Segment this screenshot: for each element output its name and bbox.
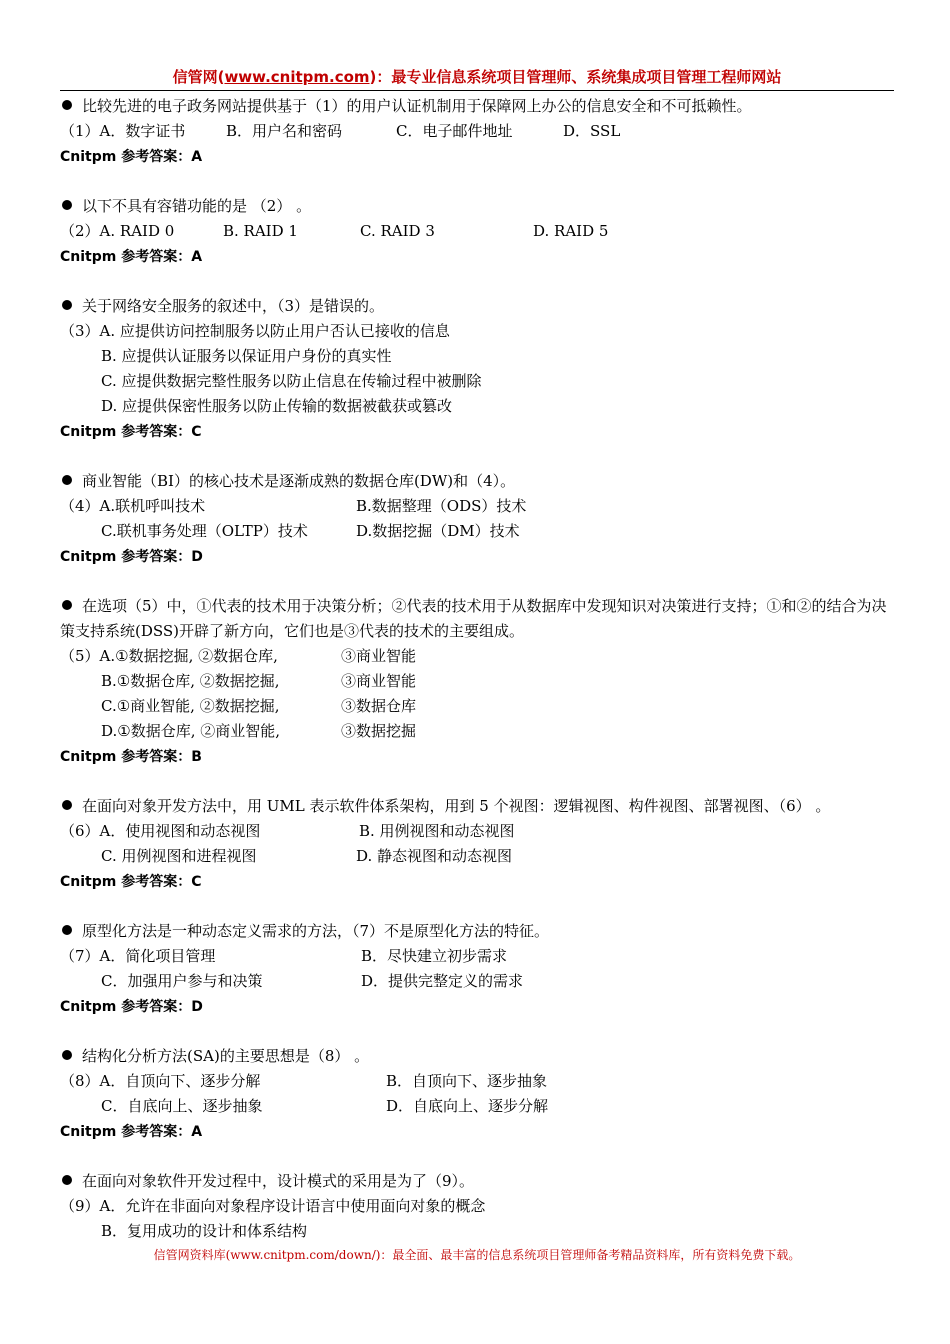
option-a-third: ③商业智能 [341, 647, 417, 665]
option-a: （8）A．自顶向下、逐步分解 [60, 1072, 261, 1090]
option-c-third: ③数据仓库 [341, 697, 417, 715]
option-d: D．提供完整定义的需求 [361, 972, 524, 990]
question-stem: 在选项（5）中，①代表的技术用于决策分析；②代表的技术用于从数据库中发现知识对决策进行支持；①和②的结合为决策支持系统(DSS)开辟了新方向，它们也是③代表的技术的主要组成。 [60, 597, 887, 640]
bullet-icon [62, 1175, 72, 1185]
option-b: B. RAID 1 [223, 222, 298, 240]
option-d: D．自底向上、逐步分解 [386, 1097, 549, 1115]
option-d-third: ③数据挖掘 [341, 722, 417, 740]
bullet-icon [62, 600, 72, 610]
option-b: B．自顶向下、逐步抽象 [386, 1072, 548, 1090]
page-header [60, 66, 894, 87]
option-b: B.数据整理（ODS）技术 [356, 497, 527, 515]
question-6 [60, 794, 900, 894]
option-b: B. 应提供认证服务以保证用户身份的真实性 [101, 347, 392, 365]
answer-line: Cnitpm 参考答案：C [60, 874, 202, 890]
option-a: （5）A.①数据挖掘, ②数据仓库, [60, 647, 278, 665]
question-stem: 以下不具有容错功能的是 （2） 。 [82, 197, 312, 215]
question-stem: 关于网络安全服务的叙述中，（3）是错误的。 [82, 297, 385, 315]
option-a: （1）A．数字证书 [60, 122, 186, 140]
question-8 [60, 1044, 900, 1144]
question-stem: 在面向对象软件开发过程中，设计模式的采用是为了（9）。 [82, 1172, 475, 1190]
answer-line: Cnitpm 参考答案：C [60, 424, 202, 440]
question-2 [60, 194, 900, 269]
option-a: （7）A．简化项目管理 [60, 947, 216, 965]
question-5 [60, 594, 900, 769]
answer-line: Cnitpm 参考答案：D [60, 549, 203, 565]
option-c: C.联机事务处理（OLTP）技术 [101, 522, 308, 540]
option-c: C．电子邮件地址 [396, 122, 513, 140]
option-c: C．自底向上、逐步抽象 [101, 1097, 263, 1115]
bullet-icon [62, 100, 72, 110]
option-b: B．复用成功的设计和体系结构 [101, 1222, 308, 1240]
header-suffix: )：最专业信息系统项目管理师、系统集成项目管理工程师网站 [369, 68, 782, 86]
question-stem: 原型化方法是一种动态定义需求的方法，（7）不是原型化方法的特征。 [82, 922, 550, 940]
bullet-icon [62, 925, 72, 935]
option-b: B．用户名和密码 [226, 122, 343, 140]
question-9 [60, 1169, 900, 1244]
option-a: （4）A.联机呼叫技术 [60, 497, 206, 515]
question-7 [60, 919, 900, 1019]
question-stem: 结构化分析方法(SA)的主要思想是（8） 。 [82, 1047, 370, 1065]
question-3 [60, 294, 900, 444]
question-1 [60, 94, 900, 169]
option-d: D. 静态视图和动态视图 [356, 847, 513, 865]
option-b-third: ③商业智能 [341, 672, 417, 690]
option-d: D.数据挖掘（DM）技术 [356, 522, 520, 540]
header-prefix: 信管网( [172, 68, 225, 86]
option-d: D．SSL [563, 122, 621, 140]
question-stem: 比较先进的电子政务网站提供基于（1）的用户认证机制用于保障网上办公的信息安全和不可抵赖性。 [82, 97, 752, 115]
option-a: （3）A. 应提供访问控制服务以防止用户否认已接收的信息 [60, 322, 450, 340]
bullet-icon [62, 200, 72, 210]
answer-line: Cnitpm 参考答案：A [60, 1124, 203, 1140]
answer-line: Cnitpm 参考答案：A [60, 149, 203, 165]
option-c: C．加强用户参与和决策 [101, 972, 263, 990]
option-c: C. RAID 3 [360, 222, 435, 240]
option-b: B. 用例视图和动态视图 [359, 822, 515, 840]
question-4 [60, 469, 900, 569]
option-d: D. 应提供保密性服务以防止传输的数据被截获或篡改 [101, 397, 453, 415]
bullet-icon [62, 1050, 72, 1060]
option-c: C. 用例视图和进程视图 [101, 847, 257, 865]
site-link[interactable]: www.cnitpm.com [224, 68, 370, 86]
answer-line: Cnitpm 参考答案：B [60, 749, 202, 765]
option-c: C. 应提供数据完整性服务以防止信息在传输过程中被删除 [101, 372, 482, 390]
option-b: B.①数据仓库, ②数据挖掘, [101, 672, 280, 690]
bullet-icon [62, 300, 72, 310]
question-stem: 商业智能（BI）的核心技术是逐渐成熟的数据仓库(DW)和（4）。 [82, 472, 516, 490]
answer-line: Cnitpm 参考答案：D [60, 999, 203, 1015]
option-d: D. RAID 5 [533, 222, 609, 240]
page-footer: 信管网资料库(www.cnitpm.com/down/)：最全面、最丰富的信息系统项目管理师备考精品资料库，所有资料免费下载。 [153, 1248, 801, 1262]
option-c: C.①商业智能, ②数据挖掘, [101, 697, 280, 715]
header-rule [60, 90, 894, 91]
option-d: D.①数据仓库, ②商业智能, [101, 722, 281, 740]
option-a: （9）A．允许在非面向对象程序设计语言中使用面向对象的概念 [60, 1197, 486, 1215]
question-stem: 在面向对象开发方法中，用 UML 表示软件体系架构，用到 5 个视图：逻辑视图、构件视图、部署视图、（6） 。 [82, 797, 831, 815]
option-a: （2）A. RAID 0 [60, 222, 175, 240]
answer-line: Cnitpm 参考答案：A [60, 249, 203, 265]
question-list [60, 94, 900, 1269]
bullet-icon [62, 475, 72, 485]
bullet-icon [62, 800, 72, 810]
option-a: （6）A．使用视图和动态视图 [60, 822, 261, 840]
option-b: B．尽快建立初步需求 [361, 947, 508, 965]
